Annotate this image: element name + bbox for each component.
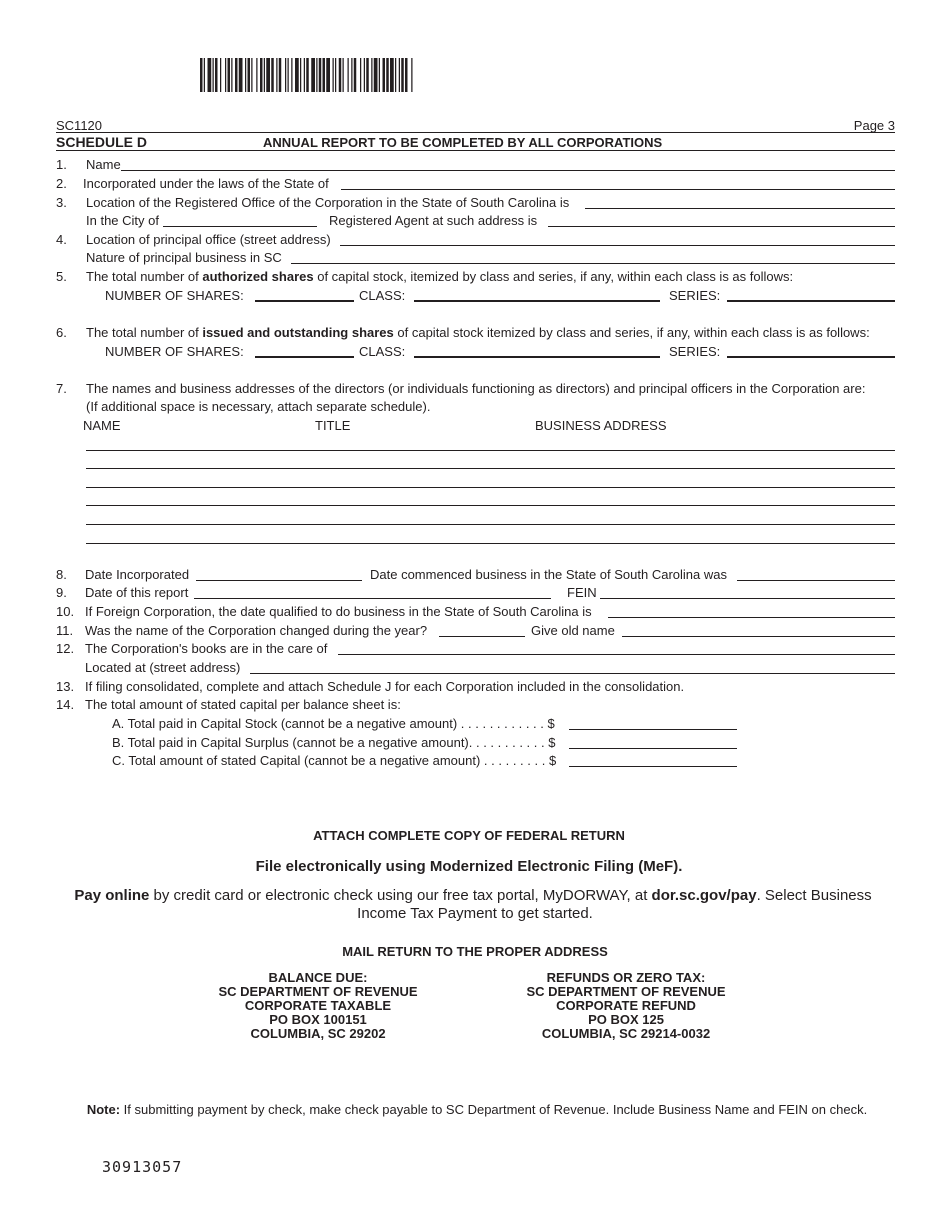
report-date-field[interactable] (194, 598, 551, 599)
issued-class-label: CLASS: (359, 344, 406, 359)
line-13-label: If filing consolidated, complete and attach Schedule J for each Corporation included in the consolidation. (85, 679, 685, 694)
line-11-number: 11. (56, 623, 74, 638)
line-1-number: 1. (56, 157, 67, 172)
form-code: 30913057 (102, 1158, 183, 1176)
mail-heading: MAIL RETURN TO THE PROPER ADDRESS (342, 944, 608, 959)
line-3-label: Location of the Registered Office of the Corporation in the State of South Carolina is (86, 195, 570, 210)
auth-class-field[interactable] (414, 300, 660, 302)
city-label: In the City of (86, 213, 159, 228)
registered-office-field[interactable] (585, 208, 895, 209)
mef-notice: File electronically using Modernized Electronic Filing (MeF). (255, 858, 683, 875)
line-2-label: Incorporated under the laws of the State of (83, 176, 329, 191)
line-14a-label: A. Total paid in Capital Stock (cannot be a negative amount) . . . . . . . . . . . . $ (112, 716, 555, 731)
line-6-label: The total number of issued and outstanding shares of capital stock itemized by class and series, if any, within each class is as follows: (86, 325, 870, 340)
auth-class-label: CLASS: (359, 288, 406, 303)
line-12-number: 12. (56, 641, 75, 656)
line-1-label: Name (86, 157, 121, 172)
fein-label: FEIN (567, 585, 597, 600)
issued-shares-number-label: NUMBER OF SHARES: (105, 344, 244, 359)
auth-shares-number-label: NUMBER OF SHARES: (105, 288, 244, 303)
auth-shares-number-field[interactable] (255, 300, 354, 302)
header-rule (56, 132, 895, 133)
officer-row-6[interactable] (86, 543, 895, 544)
line-11-label: Was the name of the Corporation changed during the year? (85, 623, 428, 638)
balance-due-address: BALANCE DUE: SC DEPARTMENT OF REVENUE CORPORATE TAXABLE PO BOX 100151 COLUMBIA, SC 29202 (218, 970, 418, 1041)
attach-federal-return: ATTACH COMPLETE COPY OF FEDERAL RETURN (313, 828, 625, 843)
nature-label: Nature of principal business in SC (86, 250, 282, 265)
title-rule (56, 150, 895, 151)
line-7-label: The names and business addresses of the directors (or individuals functioning as directors) and principal officers in the Corporation are: (86, 381, 866, 396)
pay-url-link[interactable]: dor.sc.gov/pay (651, 887, 757, 904)
books-address-field[interactable] (250, 673, 895, 674)
old-name-label: Give old name (531, 623, 615, 638)
line-9-label: Date of this report (85, 585, 189, 600)
date-incorporated-field[interactable] (196, 580, 362, 581)
line-10-number: 10. (56, 604, 75, 619)
line-9-number: 9. (56, 585, 67, 600)
state-incorporated-field[interactable] (341, 189, 895, 190)
issued-series-field[interactable] (727, 356, 895, 358)
agent-label: Registered Agent at such address is (329, 213, 538, 228)
city-field[interactable] (163, 226, 317, 227)
date-commenced-field[interactable] (737, 580, 895, 581)
registered-agent-field[interactable] (548, 226, 895, 227)
line-6-number: 6. (56, 325, 67, 340)
line-4-number: 4. (56, 232, 67, 247)
line-7-number: 7. (56, 381, 67, 396)
col-name: NAME (83, 418, 121, 433)
line-8-label: Date Incorporated (85, 567, 190, 582)
line-3-number: 3. (56, 195, 67, 210)
schedule-title: ANNUAL REPORT TO BE COMPLETED BY ALL CORPORATIONS (263, 135, 663, 150)
line-5-number: 5. (56, 269, 67, 284)
col-address: BUSINESS ADDRESS (535, 418, 667, 433)
check-note: Note: If submitting payment by check, make check payable to SC Department of Revenue. Include Business Name and FEIN on check. (86, 1102, 868, 1117)
barcode-image (200, 58, 472, 92)
line-14b-label: B. Total paid in Capital Surplus (cannot be a negative amount). . . . . . . . . . . $ (112, 735, 556, 750)
col-title: TITLE (315, 418, 351, 433)
line-10-label: If Foreign Corporation, the date qualified to do business in the State of South Carolina is (85, 604, 592, 619)
officer-row-4[interactable] (86, 505, 895, 506)
principal-office-field[interactable] (340, 245, 895, 246)
line-14-label: The total amount of stated capital per balance sheet is: (85, 697, 401, 712)
nature-business-field[interactable] (291, 263, 895, 264)
line-4-label: Location of principal office (street address) (86, 232, 331, 247)
officer-row-1[interactable] (86, 450, 895, 451)
name-changed-field[interactable] (439, 636, 525, 637)
line-13-number: 13. (56, 679, 75, 694)
line-5-label: The total number of authorized shares of capital stock, itemized by class and series, if any, within each class is as follows: (86, 269, 794, 284)
books-care-field[interactable] (338, 654, 895, 655)
commenced-label: Date commenced business in the State of South Carolina was (370, 567, 727, 582)
pay-online-line-1: Pay online by credit card or electronic check using our free tax portal, MyDORWAY, at dor.sc.gov/pay. Select Business (74, 887, 872, 904)
fein-field[interactable] (600, 598, 895, 599)
officer-row-5[interactable] (86, 524, 895, 525)
capital-surplus-field[interactable] (569, 748, 737, 749)
auth-series-field[interactable] (727, 300, 895, 302)
refund-address: REFUNDS OR ZERO TAX: SC DEPARTMENT OF REVENUE CORPORATE REFUND PO BOX 125 COLUMBIA, SC 29214-0032 (526, 970, 726, 1041)
stated-capital-field[interactable] (569, 766, 737, 767)
line-14-number: 14. (56, 697, 75, 712)
issued-class-field[interactable] (414, 356, 660, 358)
line-7-note: (If additional space is necessary, attach separate schedule). (86, 399, 431, 414)
line-8-number: 8. (56, 567, 67, 582)
line-14c-label: C. Total amount of stated Capital (cannot be a negative amount) . . . . . . . . . $ (112, 753, 557, 768)
schedule-label: SCHEDULE D (56, 134, 148, 150)
line-12-label: The Corporation's books are in the care of (85, 641, 328, 656)
officer-row-3[interactable] (86, 487, 895, 488)
located-label: Located at (street address) (85, 660, 241, 675)
issued-series-label: SERIES: (669, 344, 721, 359)
auth-series-label: SERIES: (669, 288, 721, 303)
line-2-number: 2. (56, 176, 67, 191)
officer-row-2[interactable] (86, 468, 895, 469)
old-name-field[interactable] (622, 636, 895, 637)
page-number: Page 3 (853, 118, 895, 133)
issued-shares-number-field[interactable] (255, 356, 354, 358)
pay-online-line-2: Income Tax Payment to get started. (357, 905, 593, 922)
foreign-date-field[interactable] (608, 617, 895, 618)
form-id: SC1120 (56, 118, 103, 133)
capital-stock-field[interactable] (569, 729, 737, 730)
name-field[interactable] (121, 170, 895, 171)
